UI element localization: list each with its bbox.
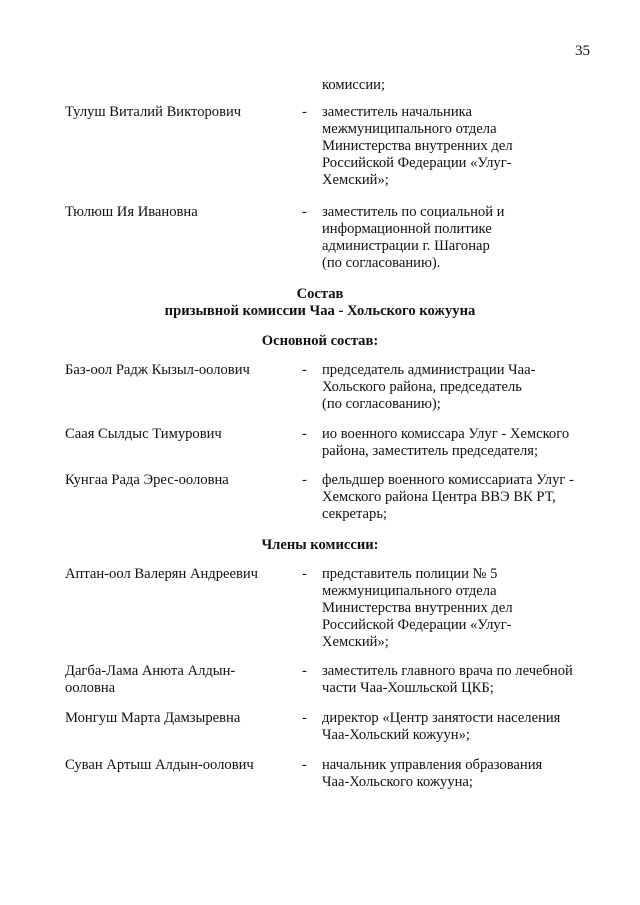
dash-separator: - bbox=[302, 104, 307, 120]
member-role: председатель администрации Чаа- Хольского района, председатель (по согласованию); bbox=[322, 362, 536, 412]
dash-separator: - bbox=[302, 472, 307, 488]
dash-separator: - bbox=[302, 362, 307, 378]
member-role: заместитель по социальной и информационной политике администрации г. Шагонар (по согласованию). bbox=[322, 204, 505, 271]
dash-separator: - bbox=[302, 204, 307, 220]
member-name: Кунгаа Рада Эрес-ооловна bbox=[65, 472, 229, 488]
member-role: заместитель главного врача по лечебной части Чаа-Хошльской ЦКБ; bbox=[322, 663, 573, 696]
member-name: Монгуш Марта Дамзыревна bbox=[65, 710, 241, 726]
member-role: ио военного комиссара Улуг - Хемского района, заместитель председателя; bbox=[322, 426, 570, 459]
continuation-text: комиссии; bbox=[322, 77, 386, 93]
main-composition-heading: Основной состав: bbox=[261, 333, 379, 349]
member-role: заместитель начальника межмуниципального отдела Министерства внутренних дел Российской Федерации «Улуг- Хемский»; bbox=[322, 104, 513, 188]
member-name: Тюлюш Ия Ивановна bbox=[65, 204, 198, 220]
member-role: представитель полиции № 5 межмуниципального отдела Министерства внутренних дел Российской Федерации «Улуг- Хемский»; bbox=[322, 566, 513, 650]
dash-separator: - bbox=[302, 710, 307, 726]
member-name: Суван Артыш Алдын-оолович bbox=[65, 757, 254, 773]
dash-separator: - bbox=[302, 566, 307, 582]
member-name: Тулуш Виталий Викторович bbox=[65, 104, 242, 120]
section-title: Состав призывной комиссии Чаа - Хольского кожууна bbox=[164, 286, 476, 319]
member-name: Аптан-оол Валерян Андреевич bbox=[65, 566, 259, 582]
member-name: Саая Сылдыс Тимурович bbox=[65, 426, 222, 442]
dash-separator: - bbox=[302, 663, 307, 679]
members-heading: Члены комиссии: bbox=[261, 537, 379, 553]
dash-separator: - bbox=[302, 757, 307, 773]
member-name: Баз-оол Радж Кызыл-оолович bbox=[65, 362, 250, 378]
member-role: фельдшер военного комиссариата Улуг - Хемского района Центра ВВЭ ВК РТ, секретарь; bbox=[322, 472, 574, 522]
member-name: Дагба-Лама Анюта Алдын- ооловна bbox=[65, 663, 236, 696]
dash-separator: - bbox=[302, 426, 307, 442]
member-role: начальник управления образования Чаа-Хольского кожууна; bbox=[322, 757, 543, 790]
member-role: директор «Центр занятости населения Чаа-Хольский кожуун»; bbox=[322, 710, 561, 743]
page-number: 35 bbox=[575, 43, 590, 59]
